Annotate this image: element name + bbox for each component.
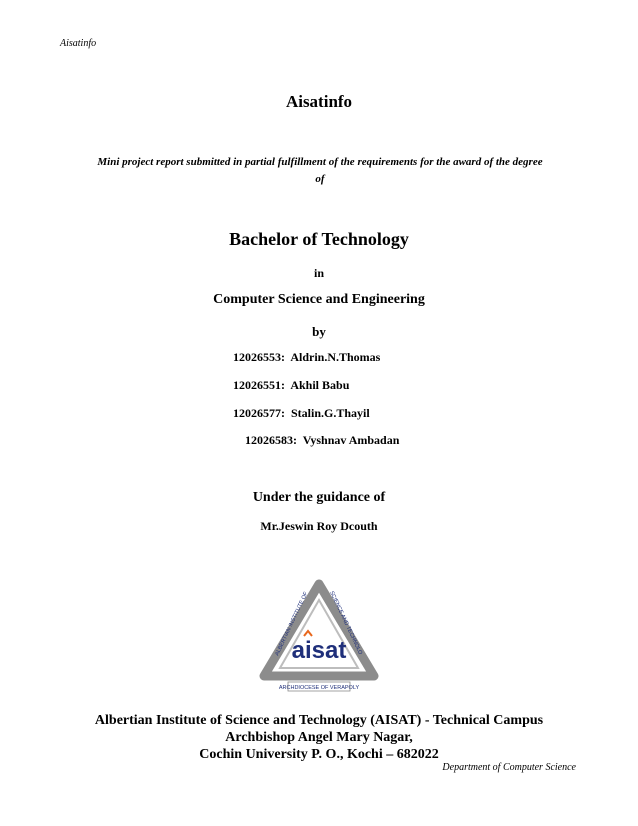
in-text: in	[313, 266, 324, 280]
student-entry: 12026551: Akhil Babu	[233, 378, 350, 392]
student-entry: 12026553: Aldrin.N.Thomas	[233, 350, 381, 364]
institution-name: Albertian Institute of Science and Technology (AISAT) - Technical Campus	[94, 713, 544, 728]
subtitle-line-2: of	[315, 173, 325, 185]
institution-street: Archbishop Angel Mary Nagar,	[225, 730, 413, 745]
aisat-logo	[258, 578, 380, 698]
subtitle-line-1: Mini project report submitted in partial fulfillment of the requirements for the award of the degree	[97, 156, 543, 168]
by-text: by	[312, 324, 326, 339]
institution-city: Cochin University P. O., Kochi – 682022	[199, 747, 439, 762]
aisat-logo-graphic	[258, 578, 380, 698]
guidance-heading: Under the guidance of	[252, 490, 386, 505]
logo-bottom-text: ARCHDIOCESE OF VERAPOLY	[278, 685, 360, 691]
logo-accent-icon	[304, 631, 312, 636]
report-title: Aisatinfo	[285, 92, 353, 111]
logo-text-left: ALBERTIAN INSTITUTE OF	[274, 591, 310, 657]
student-entry: 12026583: Vyshnav Ambadan	[245, 433, 400, 447]
branch-name: Computer Science and Engineering	[213, 292, 425, 307]
degree-name: Bachelor of Technology	[229, 229, 409, 249]
running-header: Aisatinfo	[60, 38, 97, 49]
student-entry: 12026577: Stalin.G.Thayil	[233, 406, 370, 420]
department-footer: Department of Computer Science	[442, 762, 576, 773]
report-subtitle	[60, 154, 580, 188]
guide-name: Mr.Jeswin Roy Dcouth	[260, 519, 378, 533]
logo-wordmark: aisat	[291, 637, 347, 664]
institution-address	[0, 712, 638, 763]
logo-text-right: SCIENCE AND TECHNOLO	[328, 590, 364, 656]
